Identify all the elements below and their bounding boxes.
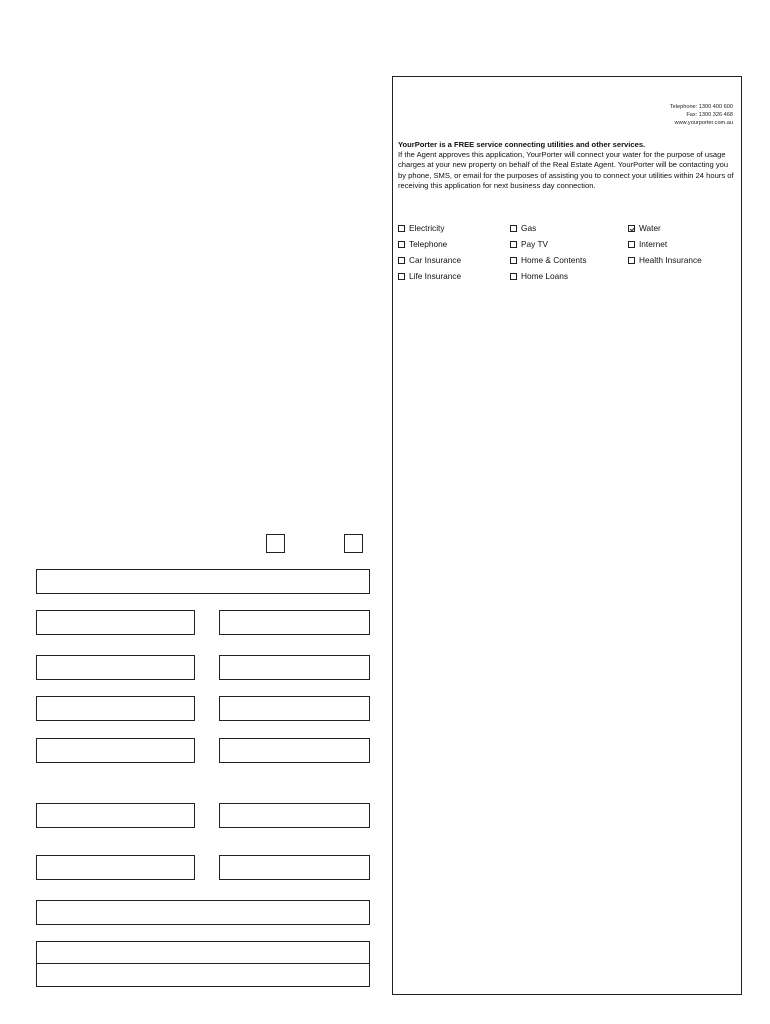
service-label: Gas [521,223,537,233]
service-label: Health Insurance [639,255,702,265]
service-option-telephone[interactable] [398,237,510,252]
service-option-home-loans[interactable] [510,269,628,284]
service-checkbox-internet[interactable] [628,241,635,248]
form-field-3a[interactable] [36,655,195,680]
form-field-2a[interactable] [36,610,195,635]
contact-telephone: Telephone: 1300 400 600 [669,104,733,110]
service-intro [398,140,738,191]
form-field-7a[interactable] [36,855,195,880]
form-field-7b[interactable] [219,855,370,880]
service-option-water[interactable] [628,221,738,236]
service-label: Car Insurance [409,255,462,265]
service-checkbox-life-insurance[interactable] [398,273,405,280]
service-headline: YourPorter is a FREE service connecting utilities and other services. [398,140,646,149]
service-checkbox-telephone[interactable] [398,241,405,248]
service-option-gas[interactable] [510,221,628,236]
service-option-electricity[interactable] [398,221,510,236]
form-field-5b[interactable] [219,738,370,763]
form-field-5a[interactable] [36,738,195,763]
service-checkbox-pay-tv[interactable] [510,241,517,248]
form-field-8[interactable] [36,900,370,925]
service-checkbox-electricity[interactable] [398,225,405,232]
yourporter-info-panel [392,76,742,995]
service-label: Water [639,223,661,233]
service-label: Telephone [409,239,448,249]
service-label: Home & Contents [521,255,587,265]
contact-fax: Fax: 1300 326 468 [686,112,733,118]
form-field-9[interactable] [36,941,370,964]
service-checkbox-home-loans[interactable] [510,273,517,280]
contact-details [670,103,733,127]
service-label: Home Loans [521,271,569,281]
service-label: Life Insurance [409,271,462,281]
service-label: Internet [639,239,668,249]
option-checkbox-2[interactable] [344,534,363,553]
form-field-6b[interactable] [219,803,370,828]
service-option-internet[interactable] [628,237,738,252]
form-field-2b[interactable] [219,610,370,635]
form-field-1[interactable] [36,569,370,594]
form-field-3b[interactable] [219,655,370,680]
service-label: Pay TV [521,239,549,249]
form-field-6a[interactable] [36,803,195,828]
service-option-pay-tv[interactable] [510,237,628,252]
form-field-10[interactable] [36,963,370,987]
service-checkbox-gas[interactable] [510,225,517,232]
service-description: If the Agent approves this application, YourPorter will connect your water for the purpose of usage charges at your new property on behalf of the Real Estate Agent. YourPorter will be contacting you by phone, SMS, or email for the purposes of assisting you to connect your utilities within 24 hours of receiving this application for next business day connection. [398,150,734,190]
service-checkbox-home-and-contents[interactable] [510,257,517,264]
service-option-car-insurance[interactable] [398,253,510,268]
service-option-life-insurance[interactable] [398,269,510,284]
services-checklist [398,221,738,284]
form-field-4a[interactable] [36,696,195,721]
form-field-4b[interactable] [219,696,370,721]
service-checkbox-car-insurance[interactable] [398,257,405,264]
option-checkbox-1[interactable] [266,534,285,553]
service-checkbox-health-insurance[interactable] [628,257,635,264]
service-option-health-insurance[interactable] [628,253,738,268]
service-label: Electricity [409,223,445,233]
contact-website: www.yourporter.com.au [674,120,733,126]
service-checkbox-water[interactable] [628,225,635,232]
service-option-home-and-contents[interactable] [510,253,628,268]
